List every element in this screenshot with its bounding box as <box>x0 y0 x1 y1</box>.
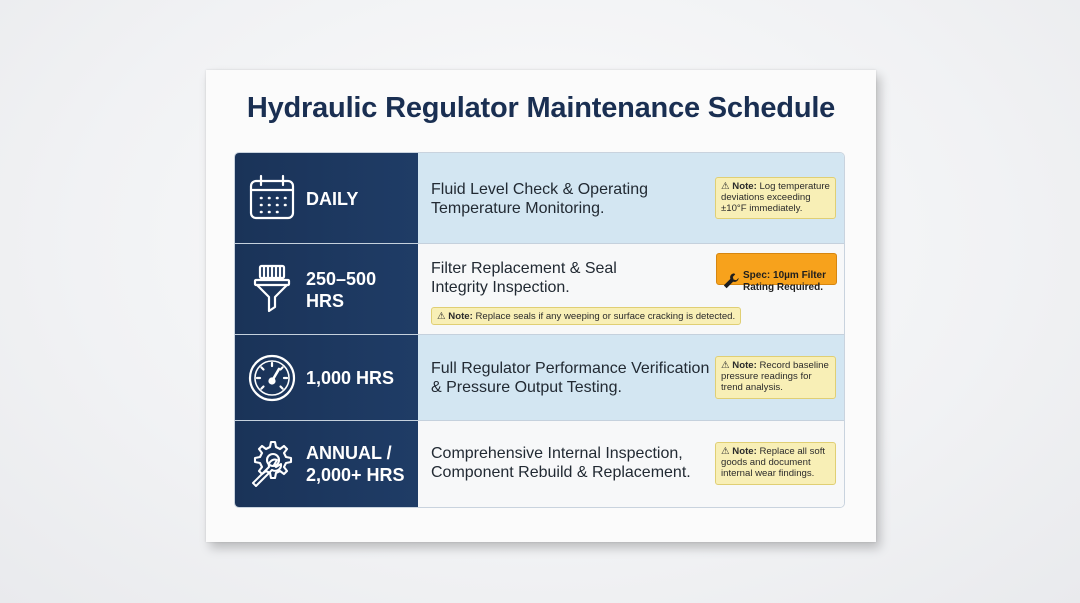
note-label: Note: <box>732 446 757 457</box>
schedule-row-daily <box>235 153 844 243</box>
note-text: Log temperature deviations exceeding ±10°F immediately. <box>721 181 830 214</box>
page-title: Hydraulic Regulator Maintenance Schedule <box>246 92 836 124</box>
note-label: Note: <box>732 360 757 371</box>
note-label: Note: <box>448 311 473 322</box>
note-callout: ⚠ Note: Replace all soft goods and document internal wear findings. <box>715 442 836 485</box>
wrench-gear-icon <box>247 439 297 489</box>
interval-cell <box>235 335 418 420</box>
schedule-table <box>234 152 845 508</box>
task-cell <box>418 335 844 420</box>
interval-label: 1,000 HRS <box>306 368 395 388</box>
schedule-row-annual <box>235 421 844 507</box>
schedule-row-1000-hrs <box>235 335 844 420</box>
note-callout: ⚠ Note: Replace seals if any weeping or surface cracking is detected. <box>431 307 741 325</box>
note-callout: ⚠ Note: Log temperature deviations exceeding ±10°F immediately. <box>715 177 836 219</box>
spec-callout <box>716 253 837 293</box>
note-text: Replace seals if any weeping or surface cracking is detected. <box>472 311 736 322</box>
task-cell <box>418 421 844 507</box>
filter-funnel-icon <box>247 264 297 314</box>
interval-label: ANNUAL / 2,000+ HRS <box>306 443 405 485</box>
wrench-icon <box>722 260 740 278</box>
note-label: Note: <box>732 181 757 192</box>
interval-label: 250–500 HRS <box>306 269 377 311</box>
task-cell <box>418 153 844 243</box>
spec-text: Spec: 10µm Filter Rating Required. <box>743 270 827 293</box>
note-callout: ⚠ Note: Record baseline pressure readings for trend analysis. <box>715 356 836 399</box>
task-cell <box>418 244 844 334</box>
pressure-gauge-icon <box>247 353 297 403</box>
schedule-row-250-500-hrs <box>235 244 844 334</box>
task-text: Fluid Level Check & Operating Temperature Monitoring. <box>431 181 648 217</box>
interval-cell <box>235 153 418 243</box>
note-text: Replace all soft goods and document internal wear findings. <box>721 446 826 479</box>
interval-label: DAILY <box>306 189 359 209</box>
interval-cell <box>235 421 418 507</box>
schedule-card <box>206 70 876 542</box>
note-text: Record baseline pressure readings for trend analysis. <box>721 360 829 393</box>
interval-cell <box>235 244 418 334</box>
task-text: Filter Replacement & Seal Integrity Inspection. <box>431 260 617 296</box>
calendar-icon <box>247 173 297 223</box>
task-text: Full Regulator Performance Verification & Pressure Output Testing. <box>431 360 710 396</box>
task-text: Comprehensive Internal Inspection, Component Rebuild & Replacement. <box>431 445 691 481</box>
